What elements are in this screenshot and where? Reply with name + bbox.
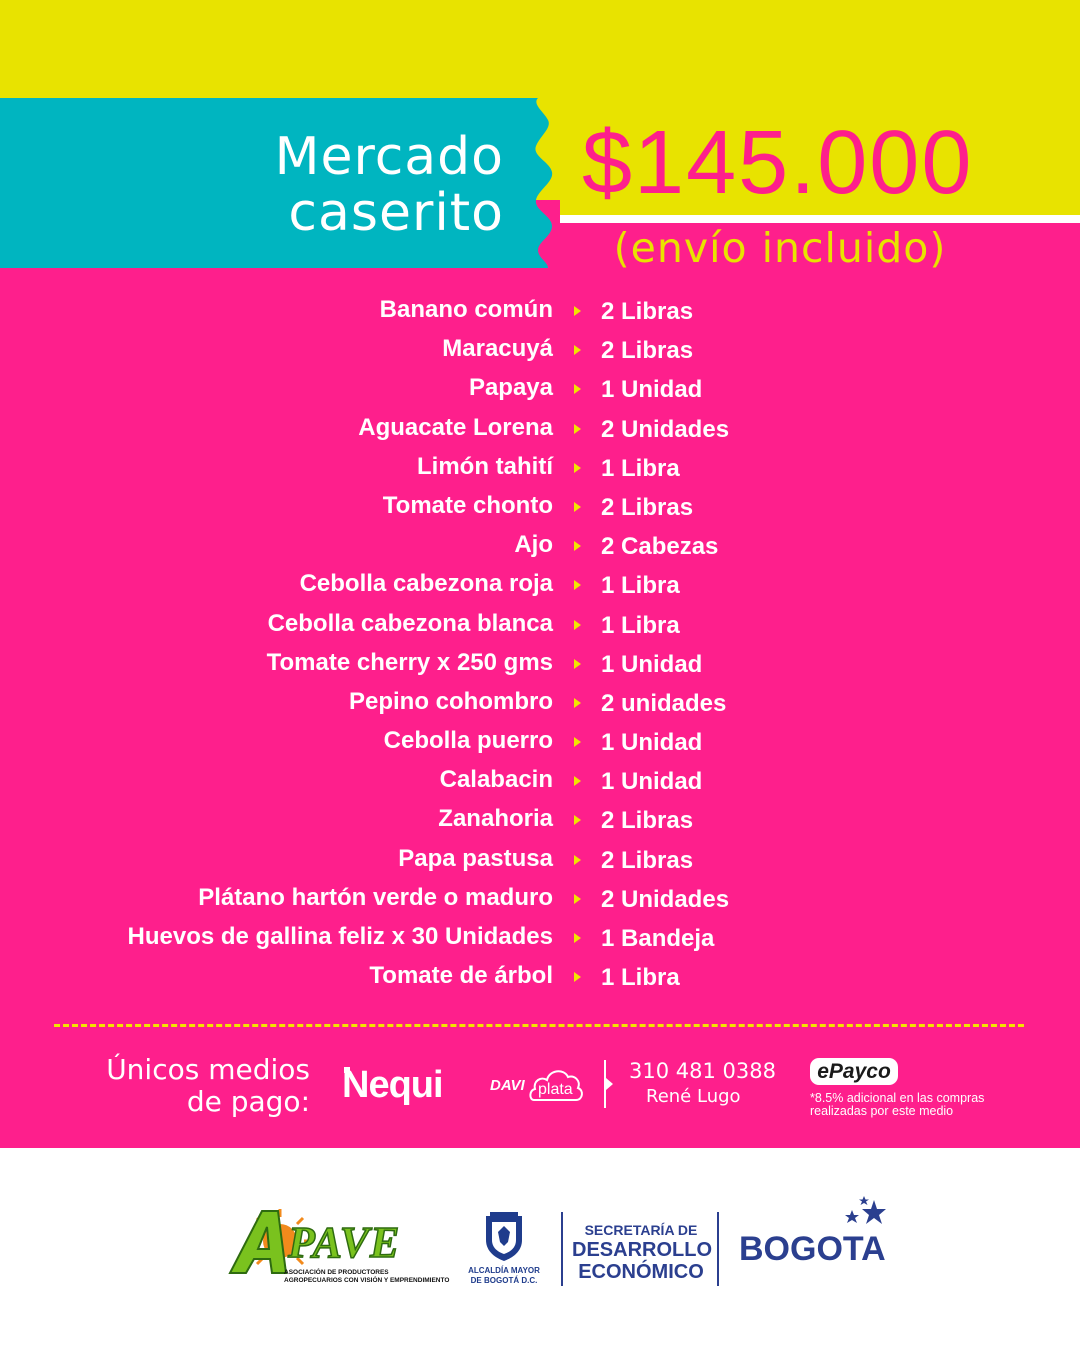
payment-divider-arrow-icon bbox=[606, 1078, 613, 1090]
caret-right-icon bbox=[574, 894, 581, 904]
caret-right-icon bbox=[574, 620, 581, 630]
svg-text:PAVE: PAVE bbox=[288, 1218, 401, 1267]
secretaria-desarrollo-logo bbox=[572, 1223, 710, 1282]
product-list bbox=[0, 296, 1080, 1001]
sde-line-2: DESARROLLO bbox=[572, 1239, 712, 1261]
item-quantity: 2 Libras bbox=[601, 298, 694, 325]
item-name: Ajo bbox=[514, 531, 553, 559]
item-quantity: 2 Libras bbox=[601, 493, 694, 521]
item-quantity: 1 Unidad bbox=[601, 650, 703, 678]
item-name: Banano común bbox=[379, 296, 553, 323]
item-name: Tomate de árbol bbox=[369, 962, 553, 990]
caret-right-icon bbox=[574, 972, 581, 982]
list-item bbox=[0, 374, 1080, 413]
list-item bbox=[0, 570, 1080, 609]
shipping-note: (envío incluido) bbox=[613, 224, 947, 272]
list-item bbox=[0, 766, 1080, 805]
caret-right-icon bbox=[574, 384, 581, 394]
title-line-2: caserito bbox=[288, 183, 504, 243]
apave-caption-line-2: AGROPECUARIOS CON VISIÓN Y EMPRENDIMIENTO bbox=[284, 1277, 450, 1284]
item-quantity: 1 Libra bbox=[601, 572, 680, 600]
list-item bbox=[0, 492, 1080, 531]
caret-right-icon bbox=[574, 424, 581, 434]
sde-line-3: ECONÓMICO bbox=[578, 1261, 704, 1283]
payment-methods-label bbox=[50, 1054, 310, 1118]
item-name: Cebolla puerro bbox=[383, 727, 553, 755]
footer-separator-1 bbox=[561, 1212, 563, 1286]
footer-separator-2 bbox=[717, 1212, 719, 1286]
price: $145.000 bbox=[582, 113, 974, 213]
item-quantity: 2 unidades bbox=[601, 689, 727, 717]
item-name: Cebolla cabezona roja bbox=[299, 570, 553, 598]
item-quantity: 1 Unidad bbox=[601, 768, 703, 796]
caret-right-icon bbox=[574, 345, 581, 355]
item-name: Aguacate Lorena bbox=[358, 413, 553, 441]
caret-right-icon bbox=[574, 776, 581, 786]
payment-label-line-2: de pago: bbox=[186, 1085, 310, 1118]
sde-line-1: SECRETARÍA DE bbox=[584, 1222, 698, 1238]
caret-right-icon bbox=[574, 855, 581, 865]
dashed-divider bbox=[54, 1024, 1024, 1027]
list-item bbox=[0, 649, 1080, 688]
item-name: Tomate cherry x 250 gms bbox=[266, 648, 553, 676]
alcaldia-caption bbox=[460, 1266, 548, 1286]
bogota-stars-icon bbox=[838, 1196, 888, 1238]
item-quantity: 1 Libra bbox=[601, 454, 680, 482]
item-name: Calabacin bbox=[439, 766, 553, 794]
list-item bbox=[0, 727, 1080, 766]
payment-label-line-1: Únicos medios bbox=[106, 1053, 310, 1086]
item-quantity: 1 Bandeja bbox=[601, 925, 715, 952]
caret-right-icon bbox=[574, 933, 581, 943]
list-item bbox=[0, 296, 1080, 335]
epayco-logo: ePayco bbox=[810, 1058, 898, 1085]
item-name: Huevos de gallina feliz x 30 Unidades bbox=[127, 923, 553, 950]
item-quantity: 1 Libra bbox=[601, 964, 680, 992]
apave-caption-line-1: ASOCIACIÓN DE PRODUCTORES bbox=[284, 1269, 389, 1276]
item-name: Tomate chonto bbox=[382, 491, 553, 519]
item-quantity: 2 Unidades bbox=[601, 415, 730, 443]
epayco-note: *8.5% adicional en las compras realizadas por este medio bbox=[810, 1091, 985, 1118]
item-name: Zanahoria bbox=[438, 805, 553, 833]
caret-right-icon bbox=[574, 463, 581, 473]
list-item bbox=[0, 531, 1080, 570]
item-name: Limón tahití bbox=[417, 452, 553, 480]
list-item bbox=[0, 335, 1080, 374]
alcaldia-line-1: ALCALDÍA MAYOR bbox=[468, 1266, 540, 1275]
list-item bbox=[0, 884, 1080, 923]
caret-right-icon bbox=[574, 737, 581, 747]
item-quantity: 1 Unidad bbox=[601, 729, 703, 757]
daviplata-davi-text: DAVI bbox=[490, 1077, 525, 1094]
item-name: Plátano hartón verde o maduro bbox=[198, 883, 553, 911]
list-item bbox=[0, 805, 1080, 844]
title-line-1: Mercado bbox=[274, 127, 504, 187]
caret-right-icon bbox=[574, 698, 581, 708]
item-quantity: 1 Libra bbox=[601, 611, 680, 639]
payment-phone: 310 481 0388 bbox=[629, 1059, 776, 1083]
caret-right-icon bbox=[574, 306, 581, 316]
item-name: Maracuyá bbox=[442, 335, 553, 363]
item-quantity: 2 Libras bbox=[601, 337, 694, 365]
caret-right-icon bbox=[574, 502, 581, 512]
alcaldia-line-2: DE BOGOTÁ D.C. bbox=[470, 1276, 538, 1285]
list-item bbox=[0, 688, 1080, 727]
white-separator-stripe bbox=[545, 215, 1080, 223]
list-item bbox=[0, 845, 1080, 884]
caret-right-icon bbox=[574, 580, 581, 590]
item-name: Pepino cohombro bbox=[349, 687, 553, 715]
item-name: Papaya bbox=[468, 374, 553, 402]
bogota-coat-of-arms-icon bbox=[484, 1212, 524, 1262]
item-name: Papa pastusa bbox=[398, 844, 553, 872]
list-item bbox=[0, 414, 1080, 453]
item-quantity: 2 Libras bbox=[601, 846, 694, 874]
apave-caption bbox=[284, 1269, 449, 1285]
list-item bbox=[0, 453, 1080, 492]
daviplata-plata-text: plata bbox=[538, 1081, 573, 1098]
nequi-logo: Nequi bbox=[342, 1064, 443, 1106]
item-quantity: 2 Cabezas bbox=[601, 533, 719, 561]
list-item bbox=[0, 610, 1080, 649]
list-item bbox=[0, 923, 1080, 962]
list-item bbox=[0, 962, 1080, 1001]
bogota-logo-text: BOGOTA bbox=[739, 1230, 886, 1268]
caret-right-icon bbox=[574, 815, 581, 825]
item-name: Cebolla cabezona blanca bbox=[267, 609, 553, 637]
caret-right-icon bbox=[574, 541, 581, 551]
item-quantity: 1 Unidad bbox=[601, 376, 703, 404]
payment-phone-name: René Lugo bbox=[646, 1086, 741, 1107]
item-quantity: 2 Unidades bbox=[601, 885, 730, 913]
item-quantity: 2 Libras bbox=[601, 807, 694, 835]
caret-right-icon bbox=[574, 659, 581, 669]
